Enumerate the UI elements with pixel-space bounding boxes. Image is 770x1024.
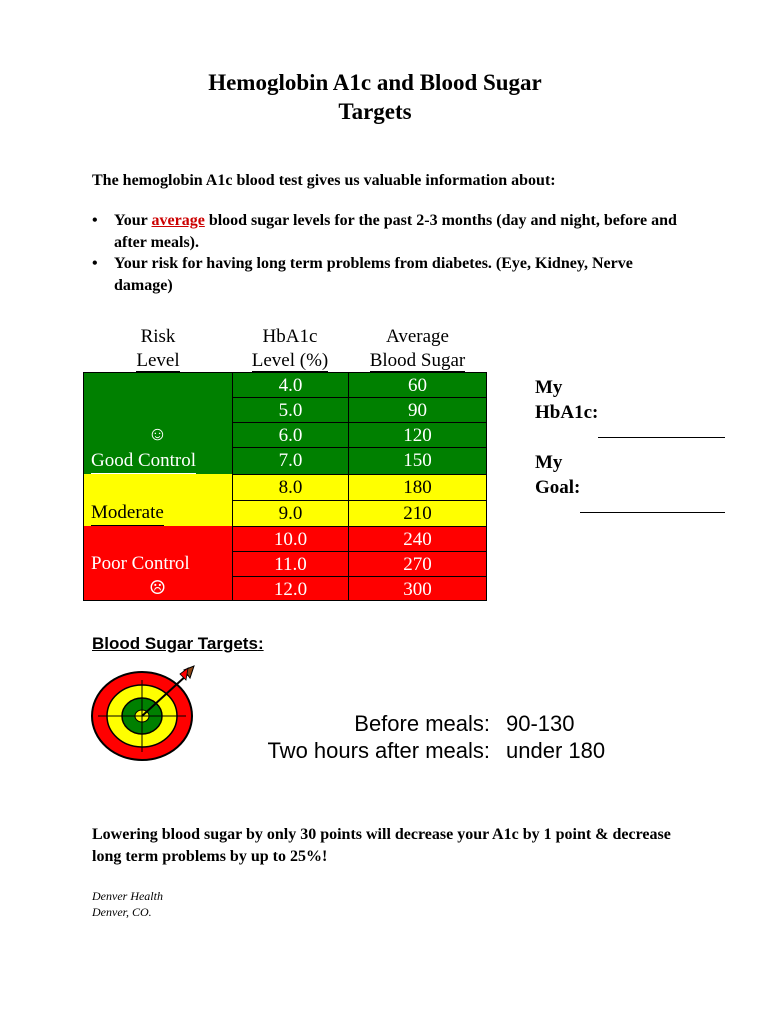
- before-meals-value: 90-130: [506, 711, 575, 736]
- targets-heading-colon: :: [257, 634, 264, 653]
- average-emphasis: average: [151, 212, 205, 229]
- sugar-cell: 300: [348, 576, 487, 601]
- sugar-cell: 270: [348, 551, 487, 576]
- frown-icon: ☹: [148, 578, 167, 599]
- my-goal-blank-line[interactable]: [580, 512, 725, 513]
- header-avg-line-2: Blood Sugar: [369, 350, 466, 371]
- risk-label-moderate: Moderate: [91, 501, 164, 526]
- after-meals-value: under 180: [506, 738, 606, 763]
- my-goal-label: [535, 450, 580, 500]
- a1c-cell: 7.0: [232, 447, 348, 474]
- a1c-cell: 5.0: [232, 397, 348, 422]
- header-risk-line-1: Risk: [140, 326, 176, 347]
- credit-line-2: Denver, CO.: [92, 905, 152, 919]
- a1c-cell: 4.0: [232, 372, 348, 397]
- header-avg-line-1: Average: [386, 326, 449, 347]
- title-line-1: Hemoglobin A1c and Blood Sugar: [208, 70, 542, 95]
- target-icon: [88, 664, 198, 762]
- my-goal-line-1: My: [535, 452, 563, 473]
- footer-note: Lowering blood sugar by only 30 points will decrease your A1c by 1 point & decrease long term problems by up to 25%!: [92, 826, 671, 865]
- sugar-cell: 120: [348, 422, 487, 447]
- bullet-average: [92, 210, 692, 253]
- header-hba1c-level: [232, 325, 348, 373]
- sugar-cell: 90: [348, 397, 487, 422]
- a1c-cell: 11.0: [232, 551, 348, 576]
- my-hba1c-line-1: My: [535, 377, 563, 398]
- header-hba1c-line-2: Level (%): [251, 350, 329, 371]
- bullet-1-suffix: blood sugar levels for the past 2-3 months (day and night, before and after meals).: [114, 212, 677, 251]
- a1c-cell: 6.0: [232, 422, 348, 447]
- a1c-cell: 10.0: [232, 526, 348, 551]
- header-average-blood-sugar: [348, 325, 487, 373]
- credit: [92, 888, 163, 920]
- after-meals-label: Two hours after meals:: [267, 738, 490, 763]
- bullet-risk: • Your risk for having long term problems from diabetes. (Eye, Kidney, Nerve damage): [92, 253, 692, 296]
- risk-label-poor: Poor Control: [91, 553, 190, 574]
- info-bullet-list: [92, 210, 692, 296]
- page-title: [0, 68, 750, 126]
- my-hba1c-label: [535, 375, 598, 425]
- targets-heading-text: Blood Sugar Targets: [92, 634, 258, 653]
- my-hba1c-line-2: HbA1c:: [535, 402, 599, 423]
- risk-label-good: Good Control: [91, 449, 196, 474]
- my-goal-line-2: Goal:: [535, 477, 581, 498]
- sugar-cell: 180: [348, 474, 487, 500]
- my-hba1c-blank-line[interactable]: [598, 437, 725, 438]
- header-risk-line-2: Level: [136, 350, 180, 371]
- sugar-cell: 150: [348, 447, 487, 474]
- a1c-cell: 9.0: [232, 500, 348, 526]
- blood-sugar-targets-heading: [92, 634, 264, 654]
- intro-text: The hemoglobin A1c blood test gives us valuable information about:: [92, 172, 556, 189]
- smiley-icon: ☺: [147, 424, 168, 445]
- header-hba1c-line-1: HbA1c: [262, 326, 318, 347]
- header-risk-level: [92, 325, 224, 373]
- a1c-cell: 12.0: [232, 576, 348, 601]
- before-meals-label: Before meals:: [354, 711, 490, 736]
- a1c-cell: 8.0: [232, 474, 348, 500]
- sugar-cell: 210: [348, 500, 487, 526]
- credit-line-1: Denver Health: [92, 889, 163, 903]
- bullet-1-prefix: Your: [114, 212, 152, 229]
- title-line-2: Targets: [338, 99, 412, 124]
- sugar-cell: 60: [348, 372, 487, 397]
- sugar-cell: 240: [348, 526, 487, 551]
